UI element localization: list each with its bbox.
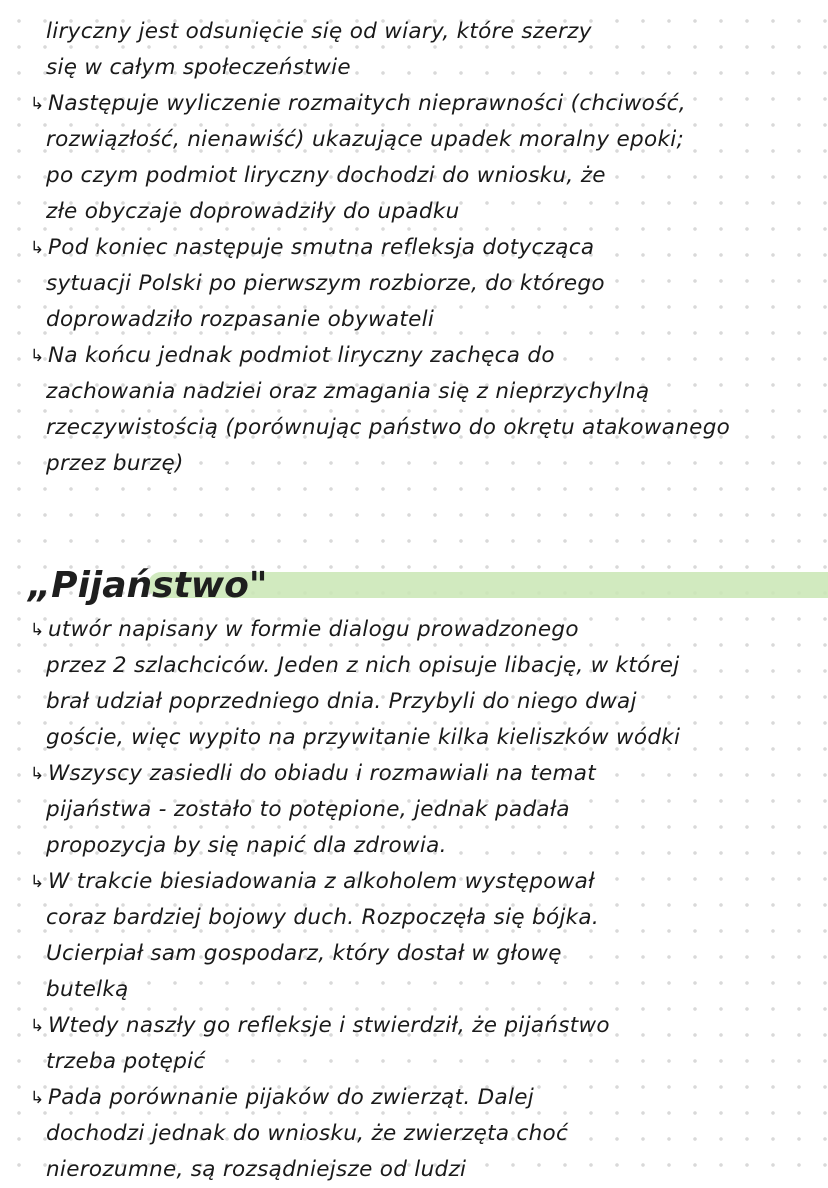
note-line <box>30 302 816 338</box>
note-text: propozycja by się napić dla zdrowia. <box>46 833 447 858</box>
note-line <box>30 828 816 864</box>
note-line <box>30 936 816 972</box>
note-line <box>30 410 816 446</box>
note-text: Ucierpiał sam gospodarz, który dostał w głowę <box>46 941 562 966</box>
note-line <box>30 1008 816 1044</box>
note-text: Wtedy naszły go refleksje i stwierdził, że pijaństwo <box>48 1013 610 1038</box>
note-text: przez burzę) <box>46 451 184 476</box>
note-text: brał udział poprzedniego dnia. Przybyli do niego dwaj <box>46 689 637 714</box>
note-line <box>30 864 816 900</box>
note-text: sytuacji Polski po pierwszym rozbiorze, do którego <box>46 271 605 296</box>
note-text: się w całym społeczeństwie <box>46 55 351 80</box>
note-text: zachowania nadziei oraz zmagania się z nieprzychylną <box>46 379 650 404</box>
note-text: przez 2 szlachciców. Jeden z nich opisuje libację, w której <box>46 653 680 678</box>
note-text: Na końcu jednak podmiot liryczny zachęca do <box>48 343 555 368</box>
note-line <box>30 756 816 792</box>
note-text: złe obyczaje doprowadziły do upadku <box>46 199 460 224</box>
note-text: po czym podmiot liryczny dochodzi do wniosku, że <box>46 163 606 188</box>
note-line <box>30 1116 816 1152</box>
note-text: W trakcie biesiadowania z alkoholem występował <box>48 869 595 894</box>
note-text: utwór napisany w formie dialogu prowadzonego <box>48 617 579 642</box>
note-text: rzeczywistością (porównując państwo do okrętu atakowanego <box>46 415 731 440</box>
note-text: pijaństwa - zostało to potępione, jednak padała <box>46 797 570 822</box>
note-line <box>30 1080 816 1116</box>
note-line <box>30 14 816 50</box>
note-line <box>30 86 816 122</box>
note-text: Następuje wyliczenie rozmaitych nieprawności (chciwość, <box>48 91 686 116</box>
note-line <box>30 972 816 1008</box>
note-line <box>30 684 816 720</box>
note-line <box>30 338 816 374</box>
note-line <box>30 230 816 266</box>
note-text: Pod koniec następuje smutna refleksja dotycząca <box>48 235 595 260</box>
note-line <box>30 158 816 194</box>
note-line <box>30 194 816 230</box>
arrow-bullet-icon: ↳ <box>30 94 45 114</box>
arrow-bullet-icon: ↳ <box>30 346 45 366</box>
section-heading: „Pijaństwo" <box>28 565 268 606</box>
note-line <box>30 612 816 648</box>
note-text: goście, więc wypito na przywitanie kilka kieliszków wódki <box>46 725 681 750</box>
note-line <box>30 266 816 302</box>
arrow-bullet-icon: ↳ <box>30 1016 45 1036</box>
notes-section-two <box>30 612 816 1188</box>
note-line <box>30 446 816 482</box>
note-text: doprowadziło rozpasanie obywateli <box>46 307 435 332</box>
note-line <box>30 374 816 410</box>
section-heading-block <box>28 560 828 616</box>
note-text: nierozumne, są rozsądniejsze od ludzi <box>46 1157 467 1182</box>
note-text: butelką <box>46 977 129 1002</box>
note-text: trzeba potępić <box>46 1049 206 1074</box>
arrow-bullet-icon: ↳ <box>30 620 45 640</box>
note-text: rozwiązłość, nienawiść) ukazujące upadek moralny epoki; <box>46 127 685 152</box>
arrow-bullet-icon: ↳ <box>30 1088 45 1108</box>
note-line <box>30 50 816 86</box>
note-line <box>30 1152 816 1188</box>
note-text: coraz bardziej bojowy duch. Rozpoczęła się bójka. <box>46 905 600 930</box>
note-line <box>30 122 816 158</box>
note-line <box>30 792 816 828</box>
note-line <box>30 720 816 756</box>
arrow-bullet-icon: ↳ <box>30 872 45 892</box>
note-line <box>30 1044 816 1080</box>
note-line <box>30 900 816 936</box>
note-line <box>30 648 816 684</box>
note-text: dochodzi jednak do wniosku, że zwierzęta choć <box>46 1121 569 1146</box>
arrow-bullet-icon: ↳ <box>30 238 45 258</box>
note-text: Pada porównanie pijaków do zwierząt. Dalej <box>48 1085 535 1110</box>
notes-section-one <box>30 14 816 482</box>
arrow-bullet-icon: ↳ <box>30 764 45 784</box>
note-text: liryczny jest odsunięcie się od wiary, które szerzy <box>46 19 592 44</box>
note-text: Wszyscy zasiedli do obiadu i rozmawiali na temat <box>48 761 596 786</box>
